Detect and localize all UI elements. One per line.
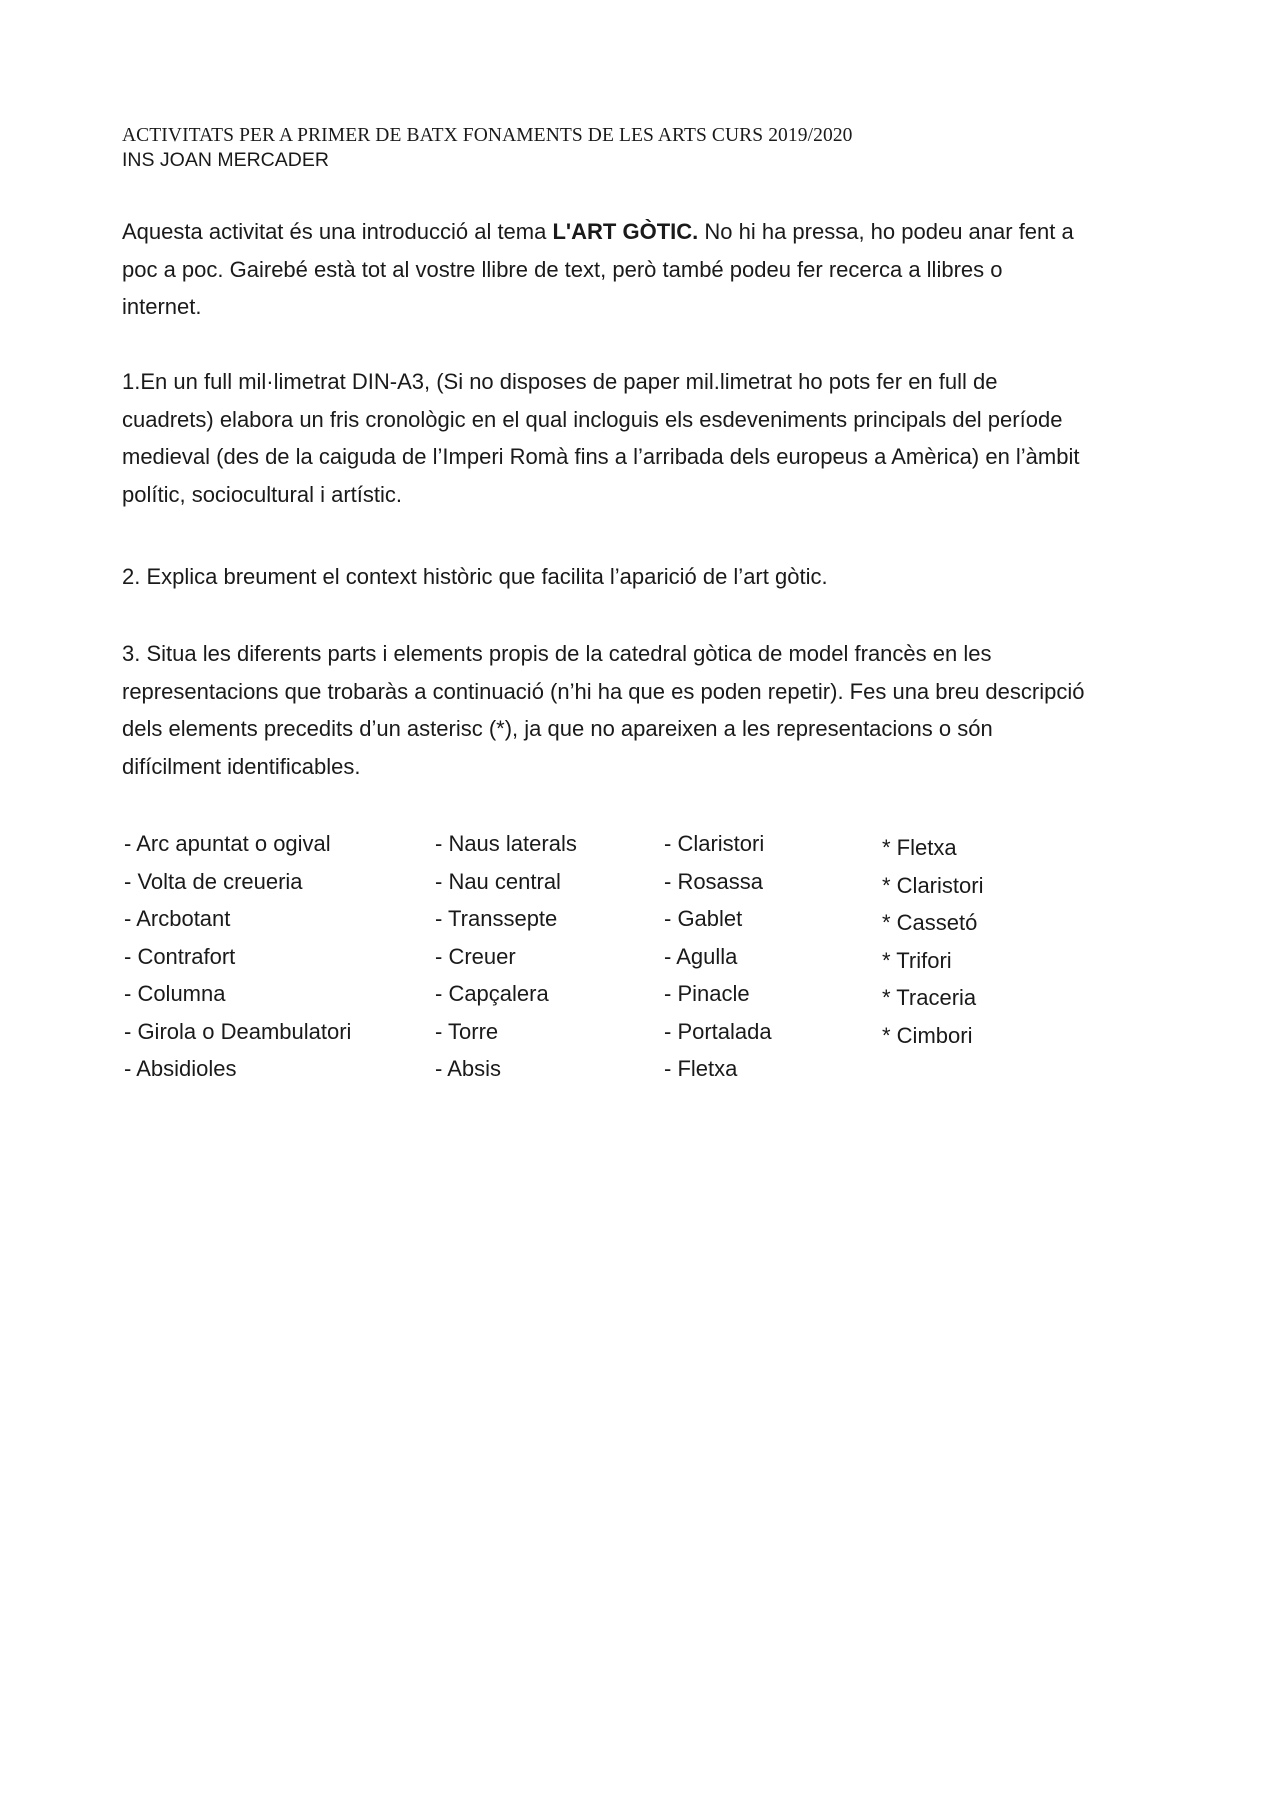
question-3-line: dels elements precedits d’un asterisc (*), ja que no apareixen a les representacions o són: [122, 716, 993, 741]
list-item: - Volta de creueria: [124, 868, 303, 894]
question-3-line: difícilment identificables.: [122, 753, 361, 779]
question-2: [122, 558, 1182, 596]
list-item: - Portalada: [664, 1018, 772, 1044]
list-item: - Fletxa: [664, 1056, 738, 1081]
list-item: - Gablet: [664, 906, 743, 931]
list-item: - Transsepte: [435, 906, 558, 931]
list-item: * Fletxa: [882, 835, 957, 860]
list-item: * Cassetó: [882, 910, 978, 935]
question-3-line: 3. Situa les diferents parts i elements propis de la catedral gòtica de model francès en les: [122, 641, 992, 666]
question-1-line: 1.En un full mil·limetrat DIN-A3, (Si no disposes de paper mil.limetrat ho pots fer en full de: [122, 369, 998, 394]
elements-list-column-1: [124, 825, 351, 1088]
list-item: - Absis: [435, 1056, 502, 1081]
list-item: - Rosassa: [664, 868, 764, 894]
list-item: - Girola o Deambulatori: [124, 1018, 352, 1044]
asterisk-elements-list: [882, 829, 983, 1054]
course-title: ACTIVITATS PER A PRIMER DE BATX FONAMENTS DE LES ARTS CURS 2019/2020: [122, 125, 853, 146]
question-1-line: medieval (des de la caiguda de l’Imperi Romà fins a l’arribada dels europeus a Amèrica) en l’àmbit: [122, 444, 1080, 469]
topic-title: L'ART GÒTIC.: [552, 219, 699, 244]
intro-text-before: Aquesta activitat és una introducció al tema: [122, 219, 553, 244]
elements-list-column-2: [435, 825, 577, 1088]
question-3-line: representacions que trobaràs a continuació (n’hi ha que es poden repetir). Fes una breu descripció: [122, 678, 1085, 704]
question-1-line: cuadrets) elabora un fris cronològic en el qual incloguis els esdeveniments principals del període: [122, 406, 1063, 432]
list-item: * Traceria: [882, 985, 977, 1010]
list-item: - Pinacle: [664, 981, 750, 1006]
list-item: - Torre: [435, 1018, 499, 1044]
elements-list-column-3: [664, 825, 772, 1088]
list-item: - Nau central: [435, 868, 561, 894]
intro-line-2: poc a poc. Gairebé està tot al vostre llibre de text, però també podeu fer recerca a llibres o: [122, 256, 1003, 282]
list-item: - Columna: [124, 981, 226, 1006]
question-2-line: 2. Explica breument el context històric que facilita l’aparició de l’art gòtic.: [122, 564, 828, 589]
list-item: - Capçalera: [435, 981, 549, 1006]
question-1-line: polític, sociocultural i artístic.: [122, 481, 402, 507]
intro-line-1: [122, 213, 1182, 251]
intro-text-after: No hi ha pressa, ho podeu anar fent a: [698, 219, 1074, 244]
list-item: - Absidioles: [124, 1056, 237, 1081]
list-item: - Creuer: [435, 943, 516, 969]
question-1: [122, 363, 1182, 513]
list-item: * Trifori: [882, 947, 952, 973]
list-item: - Contrafort: [124, 943, 236, 969]
school-name: INS JOAN MERCADER: [122, 149, 329, 171]
question-3: [122, 635, 1182, 785]
list-item: - Naus laterals: [435, 831, 577, 856]
intro-paragraph: [122, 213, 1182, 326]
intro-line-3: internet.: [122, 294, 202, 319]
list-item: * Cimbori: [882, 1022, 973, 1048]
list-item: - Arc apuntat o ogival: [124, 831, 331, 856]
list-item: - Arcbotant: [124, 906, 231, 931]
document-header: [122, 124, 853, 172]
list-item: - Claristori: [664, 831, 765, 856]
list-item: - Agulla: [664, 943, 738, 969]
list-item: * Claristori: [882, 872, 984, 898]
